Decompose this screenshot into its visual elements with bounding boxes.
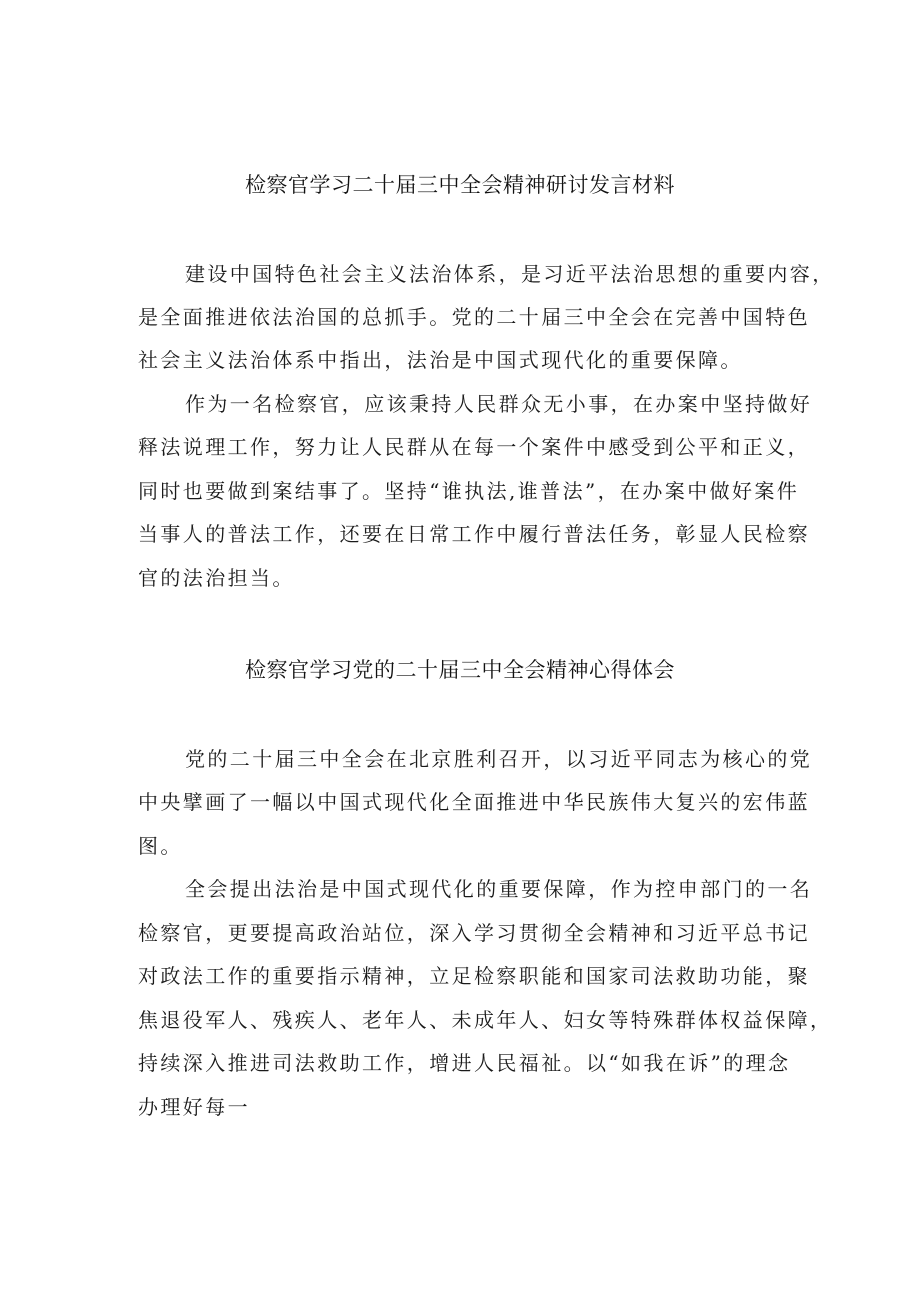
section-1-paragraph-1-line-1: 建设中国特色社会主义法治体系，是习近平法治思想的重要内容， bbox=[185, 262, 835, 286]
section-2-title: 检察官学习党的二十届三中全会精神心得体会 bbox=[245, 658, 675, 682]
section-2-paragraph-2-line-3: 对政法工作的重要指示精神，立足检察职能和国家司法救助功能，聚 bbox=[138, 964, 810, 988]
section-2-paragraph-1-line-2: 中央擘画了一幅以中国式现代化全面推进中华民族伟大复兴的宏伟蓝 bbox=[138, 790, 810, 814]
section-1-paragraph-2-line-1: 作为一名检察官，应该秉持人民群众无小事，在办案中坚持做好 bbox=[185, 392, 813, 416]
section-2-paragraph-2-line-5: 持续深入推进司法救助工作，增进人民福祉。以“如我在诉”的理念 bbox=[138, 1051, 791, 1075]
section-1-paragraph-2-line-5: 官的法治担当。 bbox=[138, 566, 295, 590]
section-2-paragraph-2-line-6: 办理好每一 bbox=[138, 1095, 250, 1119]
section-1-paragraph-1-line-3: 社会主义法治体系中指出，法治是中国式现代化的重要保障。 bbox=[138, 348, 743, 372]
section-2-paragraph-1-line-1: 党的二十届三中全会在北京胜利召开，以习近平同志为核心的党 bbox=[185, 747, 813, 771]
section-1-paragraph-1-line-2: 是全面推进依法治国的总抓手。党的二十届三中全会在完善中国特色 bbox=[138, 305, 810, 329]
section-2-paragraph-1-line-3: 图。 bbox=[138, 834, 183, 858]
section-1-title: 检察官学习二十届三中全会精神研讨发言材料 bbox=[245, 173, 675, 197]
section-2-paragraph-2-line-2: 检察官，更要提高政治站位，深入学习贯彻全会精神和习近平总书记 bbox=[138, 921, 810, 945]
section-1-paragraph-2-line-4: 当事人的普法工作，还要在日常工作中履行普法任务，彰显人民检察 bbox=[138, 522, 810, 546]
section-1-paragraph-2-line-2: 释法说理工作，努力让人民群从在每一个案件中感受到公平和正义， bbox=[138, 435, 810, 459]
section-2-paragraph-2-line-4: 焦退役军人、残疾人、老年人、未成年人、妇女等特殊群体权益保障， bbox=[138, 1008, 833, 1032]
section-1-paragraph-2-line-3: 同时也要做到案结事了。坚持“谁执法,谁普法”，在办案中做好案件 bbox=[138, 479, 800, 503]
section-2-paragraph-2-line-1: 全会提出法治是中国式现代化的重要保障，作为控申部门的一名 bbox=[185, 877, 813, 901]
